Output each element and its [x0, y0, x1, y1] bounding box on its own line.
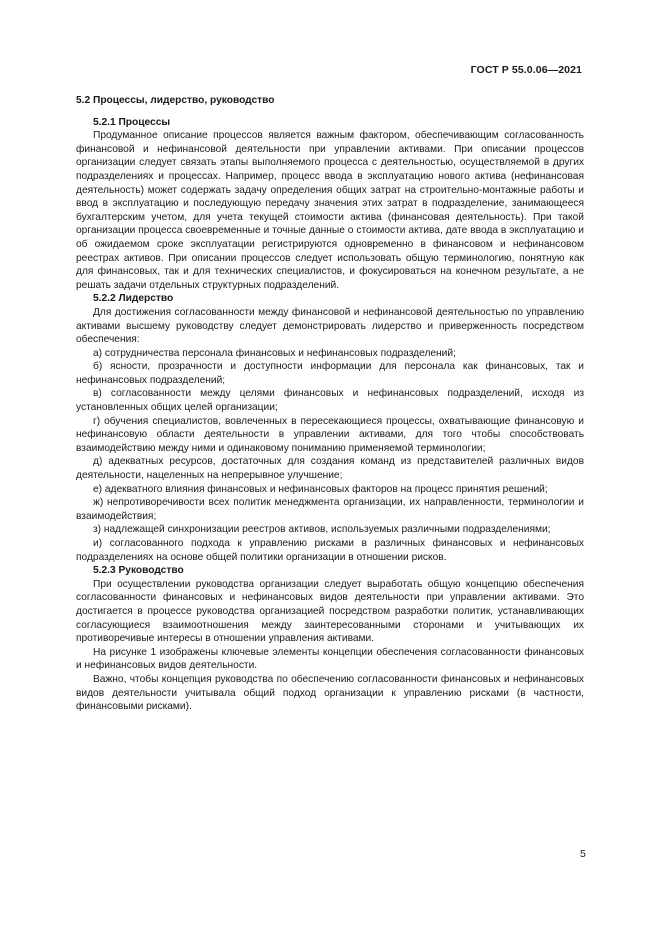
list-item: ж) непротиворечивости всех политик менеджмента организации, их направленности, терминологии и взаимодействия;: [76, 497, 584, 522]
standard-header: ГОСТ Р 55.0.06—2021: [470, 64, 582, 76]
list-item: г) обучения специалистов, вовлеченных в пересекающиеся процессы, охватывающие финансовую и нефинансовую области деятельности в управлении активами, для того чтобы способствовать взаимодействию между ними и одинаковому пониманию применяемой терминологии;: [76, 415, 584, 454]
subsection-title-leadership: 5.2.2 Лидерство: [93, 293, 174, 305]
list-item: и) согласованного подхода к управлению рисками в различных финансовых и нефинансовых подразделениях на основе общей политики организации в отношении рисков.: [76, 538, 584, 563]
page-number: 5: [580, 848, 586, 860]
list-item: д) адекватных ресурсов, достаточных для создания команд из представителей различных видов деятельности, нацеленных на непрерывное улучшение;: [76, 456, 584, 482]
document-body: [76, 94, 584, 714]
paragraph: Важно, чтобы концепция руководства по обеспечению согласованности финансовых и нефинансовых видов деятельности учитывала общий подход организации к управлению рисками (в частности, финансовыми рисками).: [76, 673, 584, 713]
list-item: в) согласованности между целями финансовых и нефинансовых подразделений, исходя из установленных общих целей организации;: [76, 388, 584, 414]
list-item: а) сотрудничества персонала финансовых и нефинансовых подразделений;: [93, 347, 456, 359]
subsection-title-processes: 5.2.1 Процессы: [93, 116, 171, 128]
list-item: з) надлежащей синхронизации реестров активов, используемых различными подразделениями;: [93, 524, 551, 536]
paragraph: Для достижения согласованности между финансовой и нефинансовой деятельностью по управлению активами высшему руководству следует демонстрировать лидерство и приверженность посредством обеспечения:: [76, 306, 584, 346]
subsection-title-governance: 5.2.3 Руководство: [93, 565, 184, 577]
paragraph: На рисунке 1 изображены ключевые элементы концепции обеспечения согласованности финансовых и нефинансовых видов деятельности.: [76, 646, 584, 672]
list-item: е) адекватного влияния финансовых и нефинансовых факторов на процесс принятия решений;: [93, 483, 548, 495]
list-item: б) ясности, прозрачности и доступности информации для персонала как финансовых, так и нефинансовых подразделений;: [76, 361, 584, 386]
section-title: 5.2 Процессы, лидерство, руководство: [76, 95, 275, 106]
paragraph: Продуманное описание процессов является важным фактором, обеспечивающим согласованность финансовой и нефинансовой деятельности при управлении активами. При описании процессов организации следует связать этапы выполняемого процесса с деятельностью, осуществляемой в других подразделениях и процессах. Например, процесс ввода в эксплуатацию нового актива (нефинансовая деятельность) может содержать задачу определения общих затрат на строительно-монтажные работы и ввод в эксплуатацию и последующую передачу значения этих затрат в подразделение, занимающееся бухгалтерским учетом, для учета текущей стоимости актива (финансовая деятельность). При такой организации процесса своевременные и точные данные о стоимости актива, дате ввода в эксплуатацию и об ожидаемом сроке эксплуатации регистрируются одновременно в финансовом и нефинансовом реестрах активов. При описании процессов следует использовать общую терминологию, понятную как для финансовых, так и для технических специалистов, и фокусироваться на конечном результате, а не решать задачи отдельных структурных подразделений.: [76, 130, 584, 291]
paragraph: При осуществлении руководства организации следует выработать общую концепцию обеспечения согласованности финансовых и нефинансовых видов деятельности при управлении активами. Это достигается в процессе руководства организацией посредством разработки политик, устанавливающих согласующиеся взаимоотношения между заинтересованными сторонами и учитывающих их противоречивые интересы в отношении управления активами.: [76, 578, 584, 645]
